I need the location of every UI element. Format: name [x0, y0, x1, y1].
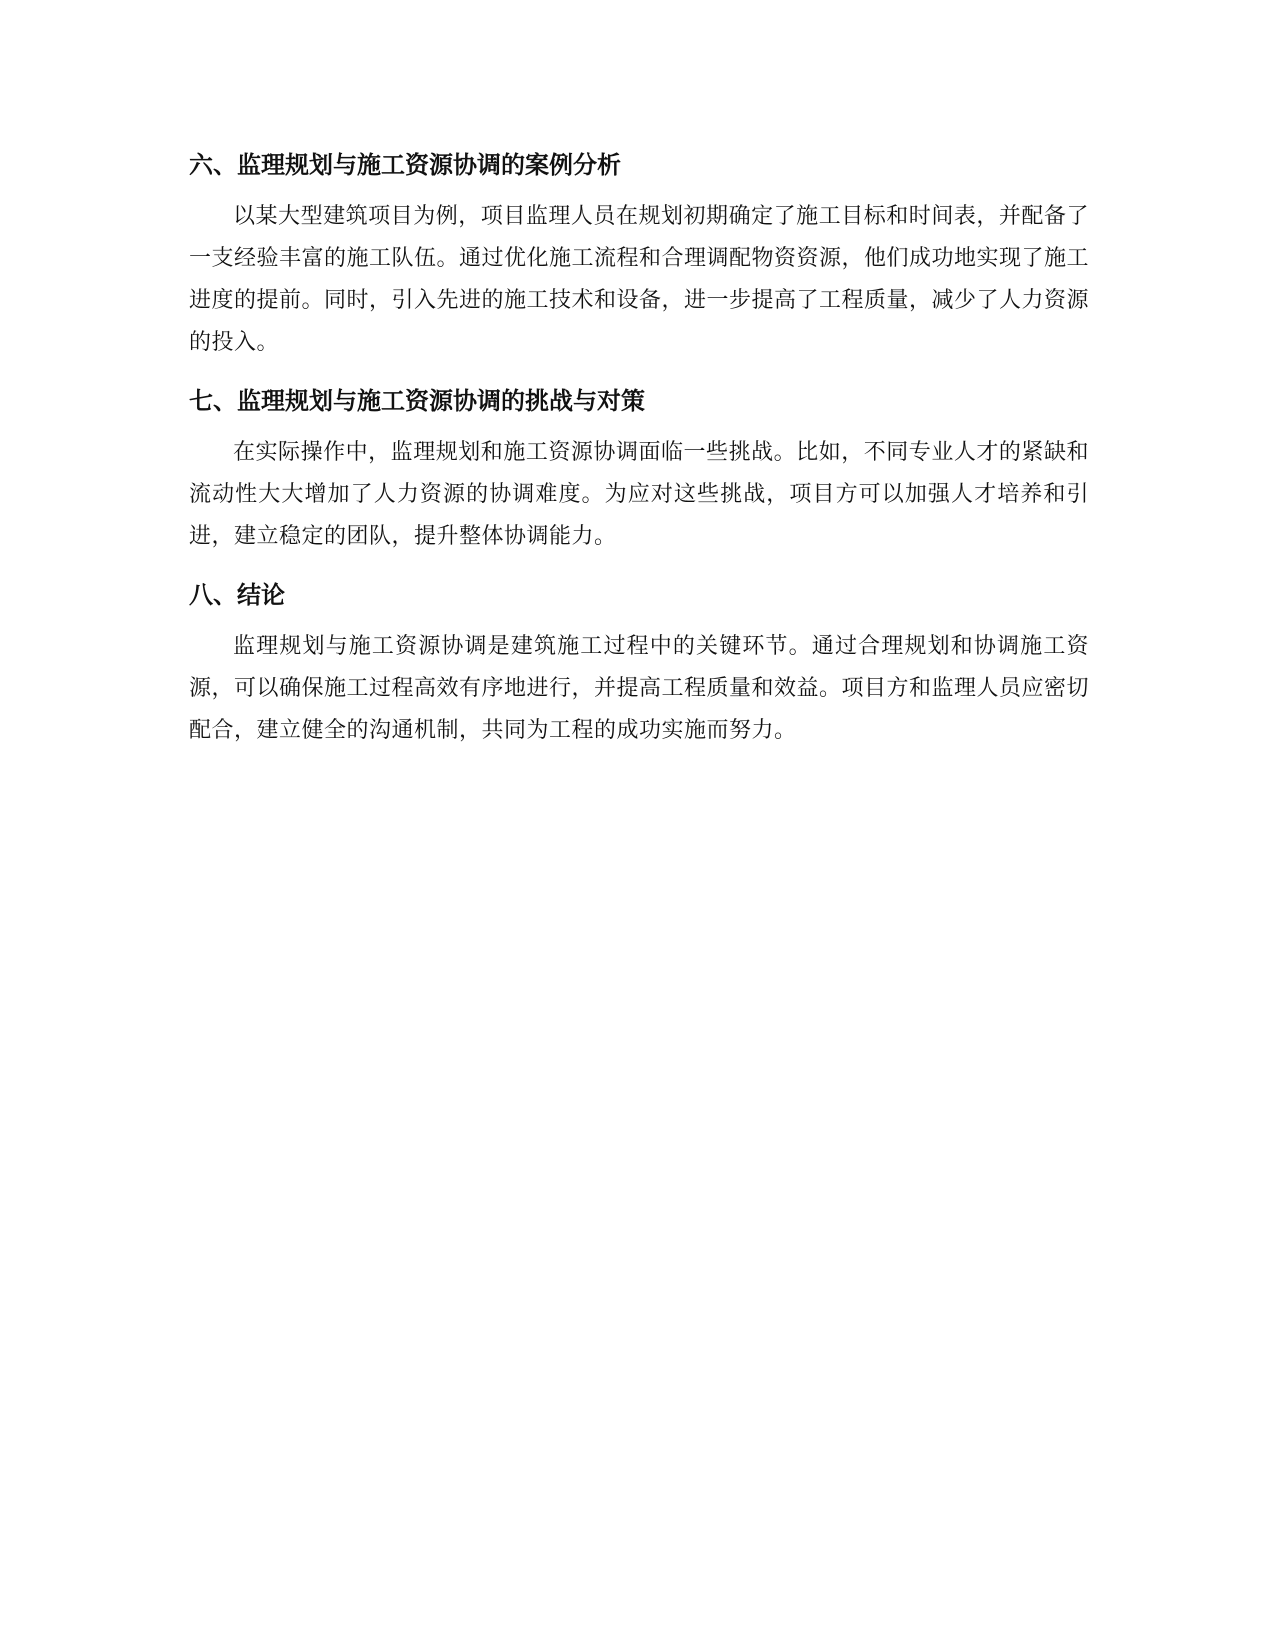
section-case-analysis: [189, 147, 1089, 364]
section-heading: 七、监理规划与施工资源协调的挑战与对策: [189, 387, 645, 415]
document-body: [189, 147, 1089, 771]
section-heading: 八、结论: [189, 581, 285, 609]
section-paragraph: 以某大型建筑项目为例，项目监理人员在规划初期确定了施工目标和时间表，并配备了一支经验丰富的施工队伍。通过优化施工流程和合理调配物资资源，他们成功地实现了施工进度的提前。同时，引入先进的施工技术和设备，进一步提高了工程质量，减少了人力资源的投入。: [189, 204, 1090, 355]
section-conclusion: [189, 577, 1089, 752]
section-paragraph: 在实际操作中，监理规划和施工资源协调面临一些挑战。比如，不同专业人才的紧缺和流动性大大增加了人力资源的协调难度。为应对这些挑战，项目方可以加强人才培养和引进，建立稳定的团队，提升整体协调能力。: [189, 440, 1089, 549]
section-heading: 六、监理规划与施工资源协调的案例分析: [189, 151, 621, 179]
section-challenges: [189, 383, 1089, 558]
section-paragraph: 监理规划与施工资源协调是建筑施工过程中的关键环节。通过合理规划和协调施工资源，可以确保施工过程高效有序地进行，并提高工程质量和效益。项目方和监理人员应密切配合，建立健全的沟通机制，共同为工程的成功实施而努力。: [189, 634, 1090, 743]
